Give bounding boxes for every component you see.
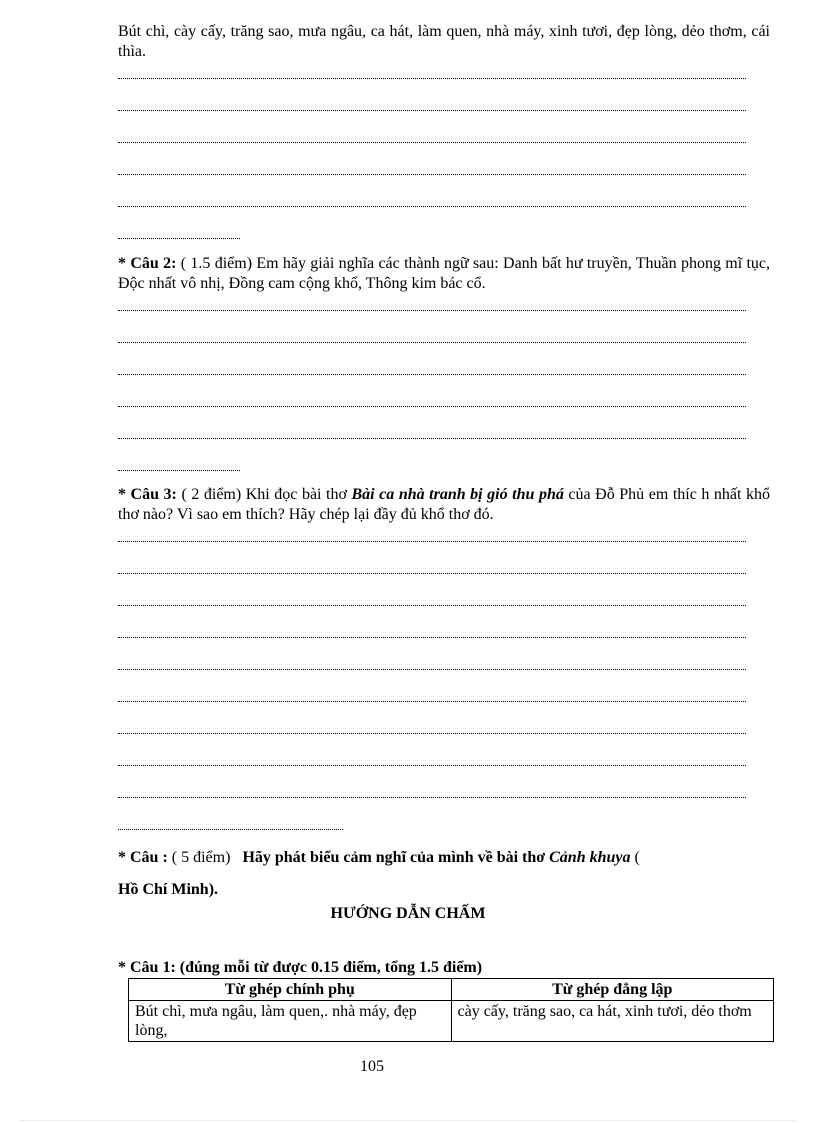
question-3-label: * Câu 3: bbox=[118, 486, 177, 503]
table-row bbox=[129, 1001, 774, 1042]
answer-1-text: (đúng mỗi từ được 0.15 điểm, tổng 1.5 điểm) bbox=[175, 959, 483, 976]
answer-line bbox=[118, 563, 746, 574]
answer-line bbox=[118, 627, 746, 638]
question-4-label: * Câu : bbox=[118, 849, 172, 866]
question-4-poem-title: Cảnh khuya bbox=[549, 849, 631, 866]
answer-table bbox=[128, 978, 774, 1042]
question-4-paren: ( bbox=[630, 849, 640, 866]
answer-line bbox=[118, 196, 746, 207]
answer-line bbox=[118, 723, 746, 734]
answer-line bbox=[118, 332, 746, 343]
answer-1-label: * Câu 1: bbox=[118, 959, 176, 976]
answer-line bbox=[118, 531, 746, 542]
answer-line bbox=[118, 396, 746, 407]
answer-line bbox=[118, 428, 746, 439]
answer-line bbox=[118, 364, 746, 375]
table-header: Từ ghép đẳng lập bbox=[451, 979, 774, 1001]
question-2-text: ( 1.5 điểm) Em hãy giải nghĩa các thành ngữ sau: Danh bất hư truyền, Thuần phong mĩ tục, Độc nhất vô nhị, Đồng cam cộng khổ, Thông kim bác cổ. bbox=[118, 255, 771, 292]
page-bottom-divider bbox=[20, 1120, 796, 1121]
question-3-poem-title: Bài ca nhà tranh bị gió thu phá bbox=[351, 486, 564, 503]
question-4-points: ( 5 điểm) bbox=[171, 849, 231, 866]
answer-line bbox=[118, 819, 343, 830]
answer-line bbox=[118, 100, 746, 111]
answer-line bbox=[118, 787, 746, 798]
question-2 bbox=[118, 254, 770, 294]
answer-1-heading bbox=[118, 958, 770, 978]
answer-line bbox=[118, 755, 746, 766]
question-4-text: Hãy phát biểu cảm nghĩ của mình về bài thơ bbox=[242, 849, 550, 866]
answer-line bbox=[118, 300, 746, 311]
answer-line bbox=[118, 68, 746, 79]
question-4 bbox=[118, 842, 770, 906]
answer-line bbox=[118, 595, 746, 606]
question-3-text: ( 2 điểm) Khi đọc bài thơ bbox=[176, 486, 352, 503]
table-cell: cày cấy, trăng sao, ca hát, xinh tươi, dẻo thơm bbox=[451, 1001, 774, 1042]
answer-line bbox=[118, 164, 746, 175]
answer-line bbox=[118, 228, 240, 239]
answer-line bbox=[118, 460, 240, 471]
answer-line bbox=[118, 691, 746, 702]
guide-title: HƯỚNG DẪN CHẤM bbox=[330, 905, 486, 922]
question-4-author: Hồ Chí Minh). bbox=[118, 881, 219, 898]
question-2-label: * Câu 2: bbox=[118, 255, 177, 272]
answer-line bbox=[118, 132, 746, 143]
table-cell: Bút chì, mưa ngâu, làm quen,. nhà máy, đẹp lòng, bbox=[129, 1001, 452, 1042]
answer-line bbox=[118, 659, 746, 670]
page-number: 105 bbox=[360, 1058, 384, 1075]
table-header: Từ ghép chính phụ bbox=[129, 979, 452, 1001]
intro-words: Bút chì, cày cấy, trăng sao, mưa ngâu, ca hát, làm quen, nhà máy, xinh tươi, đẹp lòng, dẻo thơm, cái thìa. bbox=[118, 23, 770, 60]
table-header-row bbox=[129, 979, 774, 1001]
question-3-text-2: của Đỗ Phủ em thíc h nhất khổ thơ nào? Vì sao em thích? Hãy chép lại đầy đủ khổ thơ đó. bbox=[118, 486, 771, 523]
question-3 bbox=[118, 485, 770, 525]
